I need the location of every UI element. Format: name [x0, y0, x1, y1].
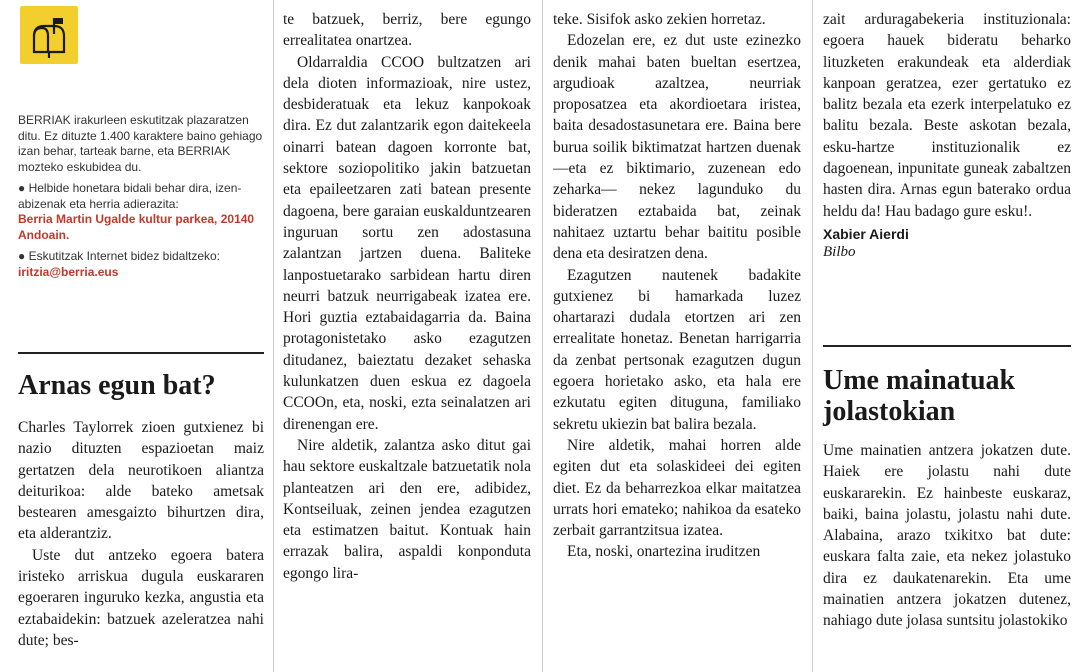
author-name: Xabier Aierdi [823, 225, 909, 242]
paragraph: Ume mainatien antzera jokatzen dute. Haiek ere jolastu nahi dute euskararekin. Ez hainbeste euskaraz, baiki, baina jolastu, jolastu nahi dute. Alabaina, arazo txikitxo bat dute: euskara falta zaie, eta nekez jolastuko dira ez daukatenarekin. Eta ume mainatien antzera jokatzen dutenez, nahiago dute jolasa suntsitu jolastokiko [823, 442, 1071, 630]
article1-title: Arnas egun bat? [18, 370, 216, 401]
notice-email-label: ● Eskutitzak Internet bidez bidaltzeko: [18, 249, 221, 263]
article1-column-4 [823, 0, 1071, 261]
notice-postal-label: ● Helbide honetara bidali behar dira, izen-abizenak eta herria adierazita: [18, 181, 242, 211]
notice-postal-address: Berria Martin Ugalde kultur parkea, 20140 Andoain. [18, 212, 255, 242]
column-rule-3 [812, 0, 813, 672]
article1-column-1 [18, 417, 264, 651]
author-place: Bilbo [823, 243, 856, 260]
paragraph: Uste dut antzeko egoera batera iristeko arriskua dugula euskararen egoeraren inguruko kezka, angustia eta eztabaidekin: batzuek azeleratzea nahi dute; bes- [18, 546, 264, 649]
headline-rule-2 [823, 345, 1071, 347]
article1-column-3 [553, 0, 801, 563]
column-rule-2 [542, 0, 543, 672]
article2-body [823, 440, 1071, 632]
paragraph: Nire aldetik, mahai horren alde egiten dut eta solaskideei dei egiten diet. Ez da beharrezkoa elkar maitatzea urrats hori emateko; nahikoa da esateko zerbait garrantzitsua izatea. [553, 436, 801, 540]
headline-rule-1 [18, 352, 264, 354]
paragraph: Edozelan ere, ez dut uste ezinezko denik mahai baten bueltan esertzea, argudioak azaltzea, neurriak proposatzea eta akordioetara iristea, baita desadostasunetara ere. Baina bere burua soilik biktimatzat hartzen duenak —eta ez biktimario, zuzenean edo zeharka— nekez lagunduko du bideratzen eztabaida bat, zeinak nahitaez uztartu behar baititu posible dena eta desiratzen dena. [553, 32, 801, 263]
column-rule-1 [273, 0, 274, 672]
mailbox-icon [20, 6, 78, 64]
article2-title: Ume mainatuak jolastokian [823, 365, 1016, 427]
paragraph: Nire aldetik, zalantza asko ditut gai hau sektore euskaltzale batzuetatik nola planteatzen ari den ere, adibidez, Kontseiluak, zeinen jendea ezagutzen eta estimatzen baitut. Kontuak hain errazak balira, aspaldi konponduta egongo lira- [283, 436, 531, 582]
paragraph: Ezagutzen nautenek badakite gutxienez bi hamarkada luzez ohartarazi dudala etortzen ari zen errealitate honetaz. Benetan harrigarria da zenbat pertsonak ezagutzen dugun egoera horietako asko, eta hala ere ezkutatu egiten dituguna, familiako sekretu ukiezin bat balira bezala. [553, 266, 801, 433]
paragraph: zait arduragabekeria instituzionala: egoera hauek bideratu beharko lituzketen erakundeak eta alderdiak kanpoan geratzea, ezer gertatuko ez balitz bezala eta ezerk interpelatuko ez balitu bezala. Beste askotan bezala, esku-hartze instituzionalik ez dagoenean, inpunitate guneak zabaltzen hasten dira. Arnas egun baterako ordua heldu da! Hau badago gure esku!. [823, 11, 1071, 220]
notice-email-link[interactable]: iritzia@berria.eus [18, 264, 119, 279]
paragraph: Eta, noski, onartezina iruditzen [567, 543, 761, 561]
article1-column-2 [283, 0, 531, 584]
paragraph: Charles Taylorrek zioen gutxienez bi nazio dituzten espazioetan maiz gertatzen dela neurotikoen aliantza deiturikoa: alde bateko ametsak bestearen amesgaizto bihurtzen dira, eta alderantziz. [18, 419, 264, 543]
paragraph: teke. Sisifok asko zekien horretaz. [553, 11, 766, 28]
notice-intro: BERRIAK irakurleen eskutitzak plazaratzen ditu. Ez dituzte 1.400 karaktere baino gehiago izan behar, tarteak barne, eta BERRIAK mozteko eskubidea du. [18, 113, 263, 174]
paragraph: te batzuek, berriz, bere egungo errealitatea onartzea. [283, 11, 531, 50]
paragraph: Oldarraldia CCOO bultzatzen ari dela dioten informazioak, nire ustez, desbideratuak eta lekuz kanpokoak dira. Ez dut zalantzarik egon daitekeela oinarri batean dagoen korronte bat, sektore soziopolitiko jakin batzuetan eta epaileetzaren zati batean presente dagoena, bere garaian euskalduntzearen inguruan sortu zen adostasuna zalantzan jartzen duena. Baliteke lanpostuetarako sarbidean hartu diren neurri batzuk neurrigabeak izatea ere. Hori guztia eztabaidagarria da. Baina protagonistetako asko ezagutzen ditudanez, baieztatu dezaket sehaska kulunkatzen duen eskua ez dagoela CCOOn, eta, noski, ezta seinalatzen ari direnengan ere. [283, 53, 531, 433]
letters-notice [18, 113, 264, 286]
